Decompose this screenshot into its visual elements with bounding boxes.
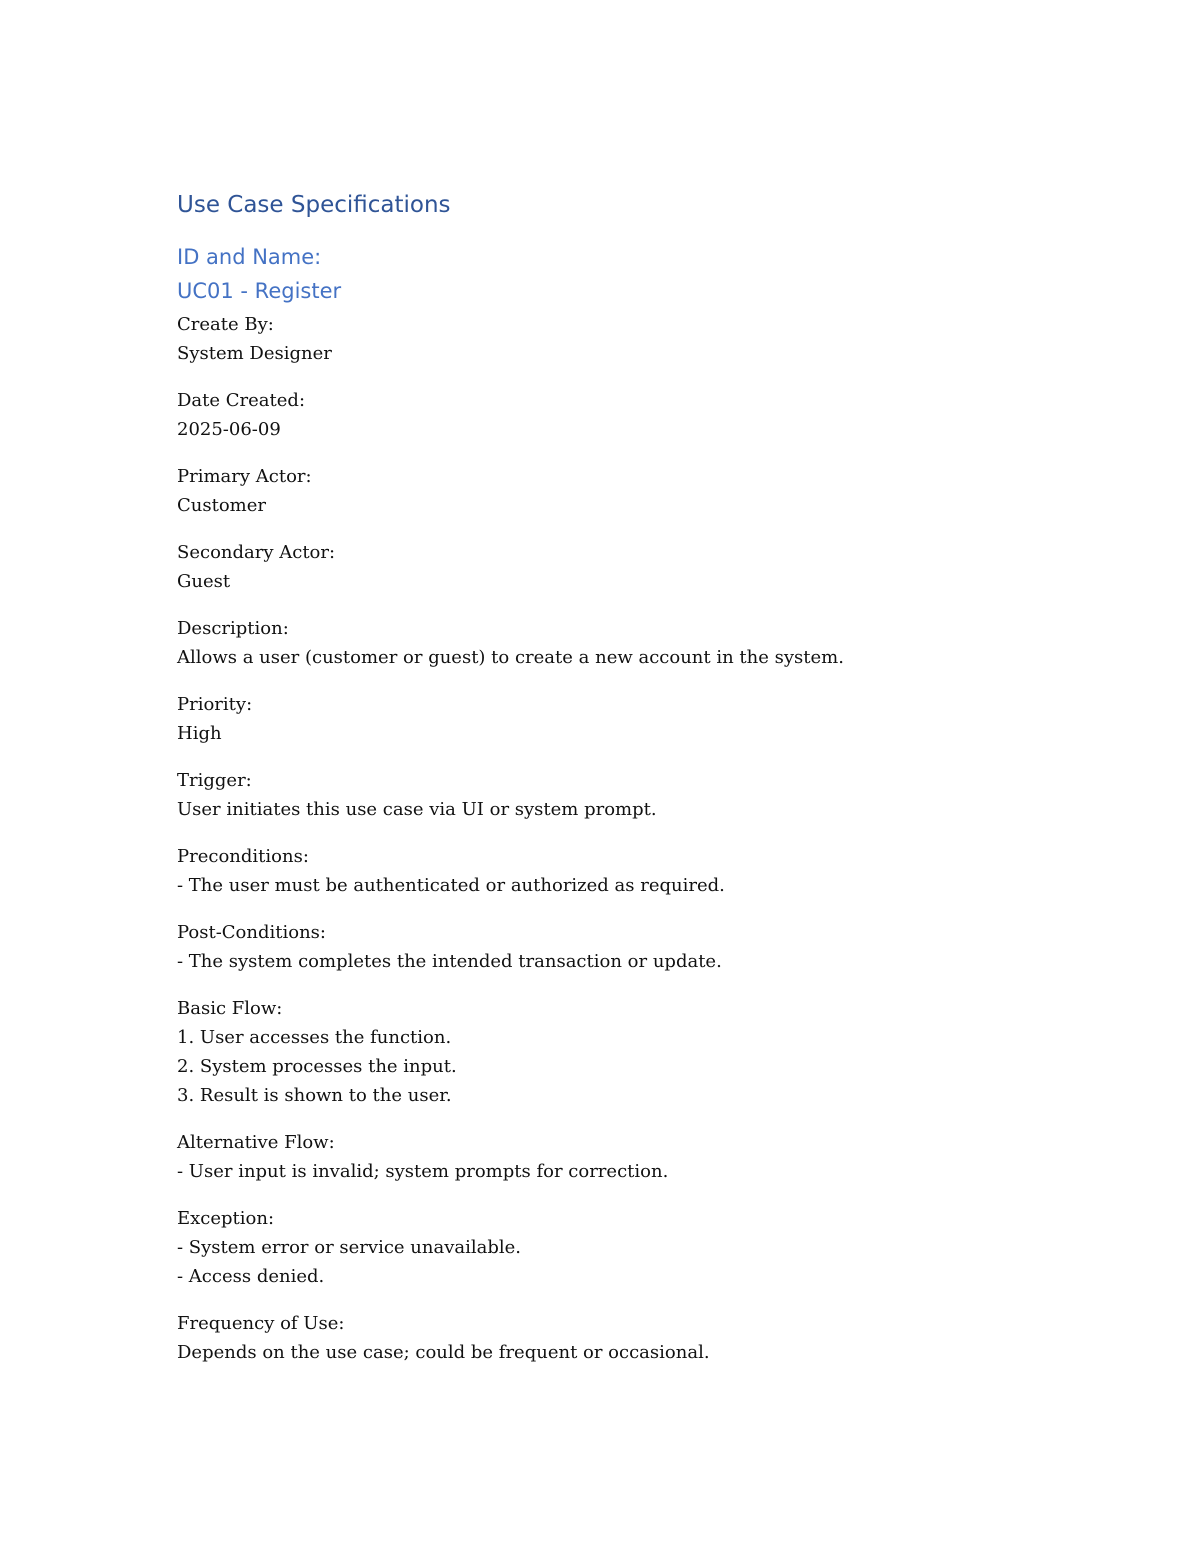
field-secondary-actor	[177, 538, 1057, 596]
field-value: User initiates this use case via UI or system prompt.	[177, 799, 657, 820]
field-value: 2025-06-09	[177, 419, 281, 440]
field-label: Basic Flow:	[177, 998, 283, 1019]
field-frequency-of-use	[177, 1309, 1057, 1367]
field-value: Customer	[177, 495, 266, 516]
field-primary-actor	[177, 462, 1057, 520]
field-label: Primary Actor:	[177, 466, 312, 487]
field-value: High	[177, 723, 222, 744]
id-heading: ID and Name:	[177, 245, 322, 269]
field-value: Guest	[177, 571, 231, 592]
field-date-created	[177, 386, 1057, 444]
field-label: Trigger:	[177, 770, 252, 791]
use-case-name: UC01 - Register	[177, 279, 342, 303]
field-label: Secondary Actor:	[177, 542, 336, 563]
document-title: Use Case Specifications	[177, 192, 451, 218]
field-value: - System error or service unavailable.	[177, 1237, 521, 1258]
document-content	[177, 188, 1057, 1385]
field-alternative-flow	[177, 1128, 1057, 1186]
field-value: - Access denied.	[177, 1266, 325, 1287]
field-value: Allows a user (customer or guest) to create a new account in the system.	[177, 647, 844, 668]
field-priority	[177, 690, 1057, 748]
field-label: Create By:	[177, 314, 274, 335]
field-description	[177, 614, 1057, 672]
field-label: Post-Conditions:	[177, 922, 326, 943]
field-trigger	[177, 766, 1057, 824]
field-create-by	[177, 310, 1057, 368]
field-label: Frequency of Use:	[177, 1313, 345, 1334]
field-value: - The system completes the intended transaction or update.	[177, 951, 722, 972]
field-exception	[177, 1204, 1057, 1291]
flow-step: 3. Result is shown to the user.	[177, 1085, 452, 1106]
flow-step: 1. User accesses the function.	[177, 1027, 452, 1048]
flow-step: 2. System processes the input.	[177, 1056, 457, 1077]
field-label: Exception:	[177, 1208, 275, 1229]
field-label: Description:	[177, 618, 289, 639]
field-post-conditions	[177, 918, 1057, 976]
field-value: Depends on the use case; could be frequent or occasional.	[177, 1342, 710, 1363]
field-label: Priority:	[177, 694, 253, 715]
field-label: Date Created:	[177, 390, 306, 411]
field-preconditions	[177, 842, 1057, 900]
field-value: System Designer	[177, 343, 332, 364]
field-label: Alternative Flow:	[177, 1132, 335, 1153]
field-label: Preconditions:	[177, 846, 309, 867]
field-basic-flow	[177, 994, 1057, 1110]
field-value: - The user must be authenticated or authorized as required.	[177, 875, 725, 896]
field-value: - User input is invalid; system prompts for correction.	[177, 1161, 669, 1182]
